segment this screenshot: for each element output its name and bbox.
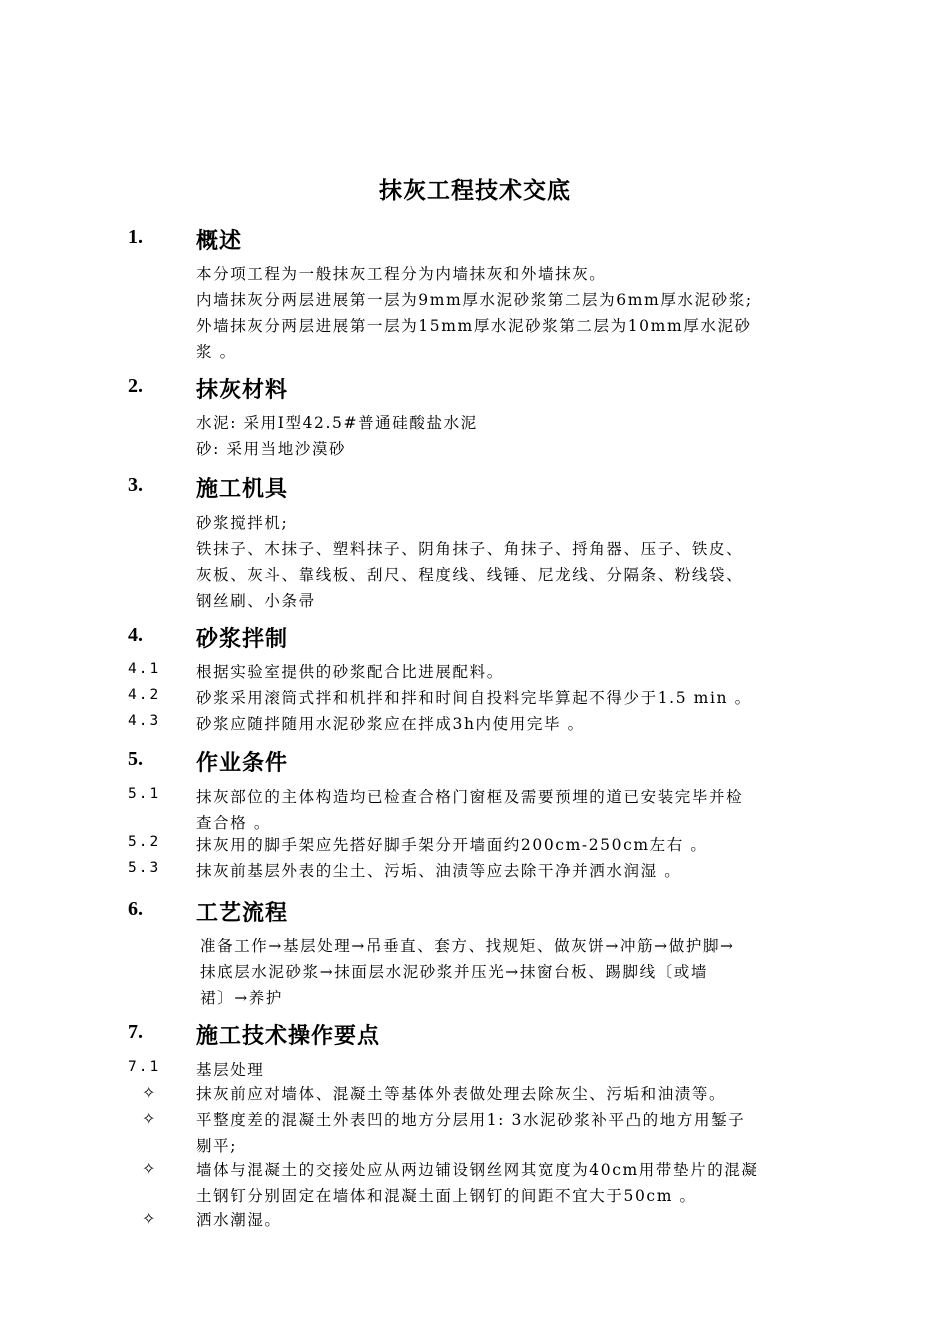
item-5-2-number: 5.2 — [128, 834, 161, 850]
section-3-heading: 施工机具 — [196, 477, 289, 502]
item-4-2-text: 砂浆采用滚筒式拌和机拌和拌和时间自投料完毕算起不得少于1.5 min 。 — [196, 689, 752, 707]
section-3-number: 3. — [128, 474, 143, 496]
bullet-2-text-cont: 剔平; — [196, 1137, 238, 1155]
diamond-bullet-icon: ✧ — [142, 1209, 156, 1228]
item-5-1-text-cont: 查合格 。 — [196, 814, 271, 832]
section-6-heading: 工艺流程 — [196, 901, 289, 926]
section-1-line-3: 外墙抹灰分两层进展第一层为15mm厚水泥砂浆第二层为10mm厚水泥砂 — [196, 317, 752, 335]
section-3-line-1: 砂浆搅拌机; — [196, 514, 289, 532]
section-3-line-4: 钢丝刷、小条帚 — [196, 592, 316, 610]
bullet-3-text: 墙体与混凝土的交接处应从两边铺设钢丝网其宽度为40cm用带垫片的混凝 — [196, 1161, 759, 1179]
section-7-number: 7. — [128, 1021, 143, 1043]
section-4-number: 4. — [128, 624, 143, 646]
section-1-line-2: 内墙抹灰分两层进展第一层为9mm厚水泥砂浆第二层为6mm厚水泥砂浆; — [196, 291, 753, 309]
section-5-number: 5. — [128, 748, 143, 770]
item-4-2-number: 4.2 — [128, 687, 161, 703]
section-6-line-2: 抹底层水泥砂浆→抹面层水泥砂浆并压光→抹窗台板、踢脚线〔或墙 — [200, 963, 708, 981]
item-5-1-number: 5.1 — [128, 786, 161, 802]
item-4-1-text: 根据实验室提供的砂浆配合比进展配料。 — [196, 663, 504, 681]
item-7-1-text: 基层处理 — [196, 1061, 265, 1079]
item-7-1-number: 7.1 — [128, 1059, 161, 1075]
section-1-line-4: 浆 。 — [196, 343, 237, 361]
section-6-line-1: 准备工作→基层处理→吊垂直、套方、找规矩、做灰饼→冲筋→做护脚→ — [200, 937, 735, 955]
item-4-3-text: 砂浆应随拌随用水泥砂浆应在拌成3h内使用完毕 。 — [196, 715, 585, 733]
item-4-3-number: 4.3 — [128, 713, 161, 729]
section-4-heading: 砂浆拌制 — [196, 627, 289, 652]
bullet-2-text: 平整度差的混凝土外表凹的地方分层用1: 3水泥砂浆补平凸的地方用錾子 — [196, 1111, 746, 1129]
section-2-line-1: 水泥: 采用Ⅰ型42.5#普通硅酸盐水泥 — [196, 414, 478, 432]
item-4-1-number: 4.1 — [128, 661, 161, 677]
section-2-number: 2. — [128, 375, 143, 397]
section-1-line-1: 本分项工程为一般抹灰工程分为内墙抹灰和外墙抹灰。 — [196, 265, 607, 283]
section-6-line-3: 裙〕→养护 — [200, 989, 283, 1007]
diamond-bullet-icon: ✧ — [142, 1109, 156, 1128]
section-3-line-3: 灰板、灰斗、靠线板、刮尺、程度线、线锤、尼龙线、分隔条、粉线袋、 — [196, 566, 744, 584]
section-2-heading: 抹灰材料 — [196, 378, 289, 403]
bullet-3-text-cont: 土钢钉分别固定在墙体和混凝土面上钢钉的间距不宜大于50cm 。 — [196, 1187, 697, 1205]
diamond-bullet-icon: ✧ — [142, 1159, 156, 1178]
section-5-heading: 作业条件 — [196, 751, 289, 776]
section-1-number: 1. — [128, 226, 143, 248]
item-5-2-text: 抹灰用的脚手架应先搭好脚手架分开墙面约200cm-250cm左右 。 — [196, 836, 708, 854]
diamond-bullet-icon: ✧ — [142, 1083, 156, 1102]
section-7-heading: 施工技术操作要点 — [196, 1024, 381, 1049]
item-5-1-text: 抹灰部位的主体构造均已检查合格门窗框及需要预埋的道已安装完毕并检 — [196, 788, 744, 806]
section-3-line-2: 铁抹子、木抹子、塑料抹子、阴角抹子、角抹子、捋角器、压子、铁皮、 — [196, 540, 744, 558]
item-5-3-text: 抹灰前基层外表的尘土、污垢、油渍等应去除干净并洒水润湿 。 — [196, 862, 682, 880]
document-title: 抹灰工程技术交底 — [379, 178, 571, 204]
section-1-heading: 概述 — [196, 229, 243, 254]
bullet-1-text: 抹灰前应对墙体、混凝土等基体外表做处理去除灰尘、污垢和油渍等。 — [196, 1085, 727, 1103]
bullet-4-text: 洒水潮湿。 — [196, 1211, 282, 1229]
section-2-line-2: 砂: 采用当地沙漠砂 — [196, 440, 347, 458]
item-5-3-number: 5.3 — [128, 860, 161, 876]
section-6-number: 6. — [128, 898, 143, 920]
